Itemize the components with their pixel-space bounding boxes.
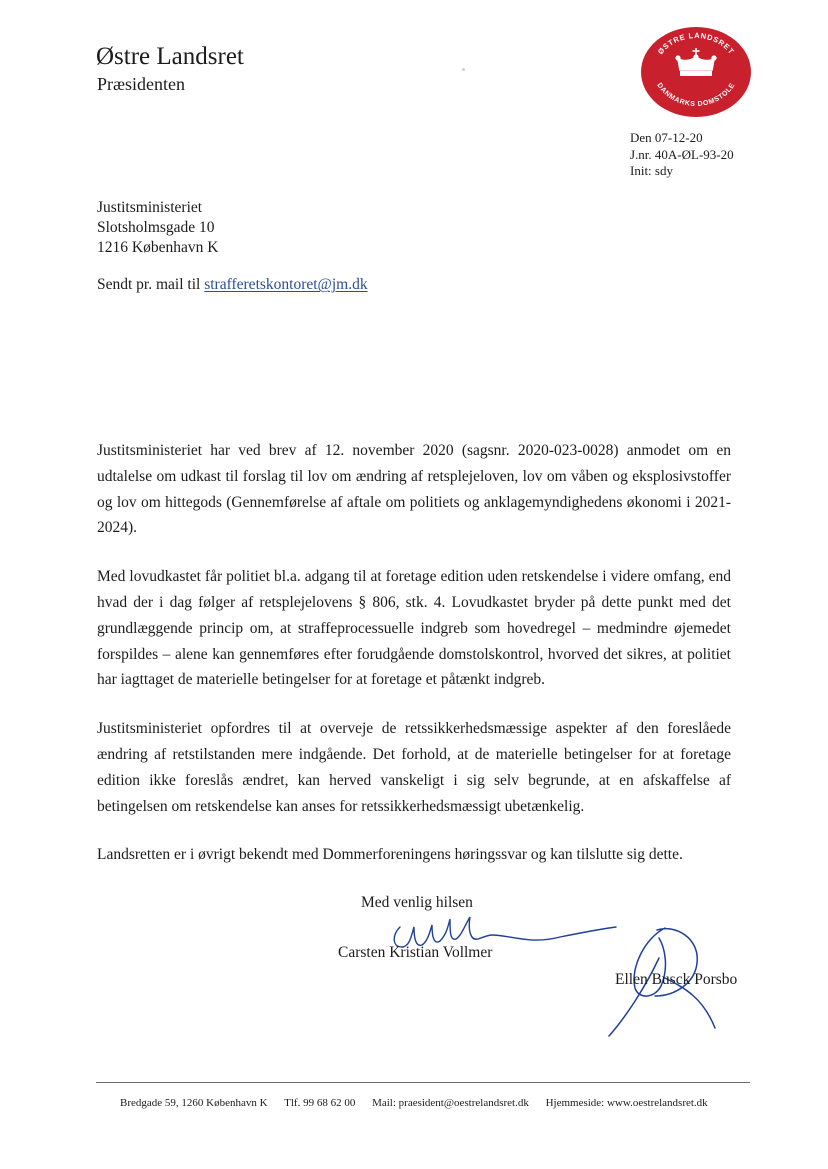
letter-date: Den 07-12-20 (630, 130, 703, 145)
footer-address: Bredgade 59, 1260 København K (120, 1097, 268, 1109)
paragraph-3: Justitsministeriet opfordres til at overveje de retssikkerhedsmæssige aspekter af den foreslåede ændring af retstilstanden mere indgående. Det forhold, at de materielle betingelser for at foretage edition ikke foreslås ændret, kan herved vanskeligt i sig selv begrunde, at en afskaffelse af betingelsen om retskendelse kan anses for retssikkerhedsmæssigt ubetænkelig. (97, 720, 731, 815)
initials: Init: sdy (630, 163, 673, 178)
recipient-name: Justitsministeriet (97, 199, 203, 216)
reference-block (630, 130, 734, 180)
footer-phone: Tlf. 99 68 62 00 (284, 1097, 356, 1109)
recipient-street: Slotsholmsgade 10 (97, 219, 215, 236)
paragraph-4: Landsretten er i øvrigt bekendt med Dommerforeningens høringssvar og kan tilslutte sig dette. (97, 846, 683, 864)
recipient-email-link[interactable]: strafferetskontoret@jm.dk (204, 276, 368, 293)
footer-web: Hjemmeside: www.oestrelandsret.dk (545, 1097, 708, 1109)
seal-bottom-text: DANMARKS DOMSTOLE (655, 81, 737, 109)
journal-number: J.nr. 40A-ØL-93-20 (630, 146, 734, 162)
scan-speck (462, 68, 465, 71)
footer (120, 1096, 730, 1110)
closing-greeting: Med venlig hilsen (361, 894, 473, 911)
footer-divider (96, 1082, 750, 1083)
court-name: Østre Landsret (96, 43, 244, 70)
footer-mail: Mail: praesident@oestrelandsret.dk (372, 1097, 529, 1109)
letter-body (97, 438, 731, 891)
paragraph-2: Med lovudkastet får politiet bl.a. adgang til at foretage edition uden retskendelse i videre omfang, end hvad der i dag følger af retsplejelovens § 806, stk. 4. Lovudkastet bryder på dette punkt med det grundlæggende princip om, at straffeprocessuelle indgreb som hovedregel – medmindre øjemedet forspildes – alene kan gennemføres efter forudgående domstolskontrol, hvorved det sikres, at politiet har iagttaget de materielle betingelser for at foretage et påtænkt indgreb. (97, 568, 731, 689)
seal-top-text: ØSTRE LANDSRET (655, 30, 737, 57)
recipient-city: 1216 København K (97, 239, 219, 256)
sent-prefix: Sendt pr. mail til (97, 276, 201, 293)
signer-2-name: Ellen Busck Porsbo (615, 971, 738, 988)
paragraph-1: Justitsministeriet har ved brev af 12. november 2020 (sagsnr. 2020-023-0028) anmodet om en udtalelse om udkast til forslag til lov om ændring af retsplejeloven, lov om våben og eksplosivstoffer og lov om hittegods (Gennemførelse af aftale om politiets og anklagemyndighedens økonomi i 2021-2024). (97, 442, 731, 537)
court-subtitle: Præsidenten (97, 74, 185, 94)
court-seal (640, 26, 752, 118)
signer-1-name: Carsten Kristian Vollmer (338, 944, 493, 961)
sent-line (97, 275, 368, 295)
recipient-address (97, 198, 218, 258)
